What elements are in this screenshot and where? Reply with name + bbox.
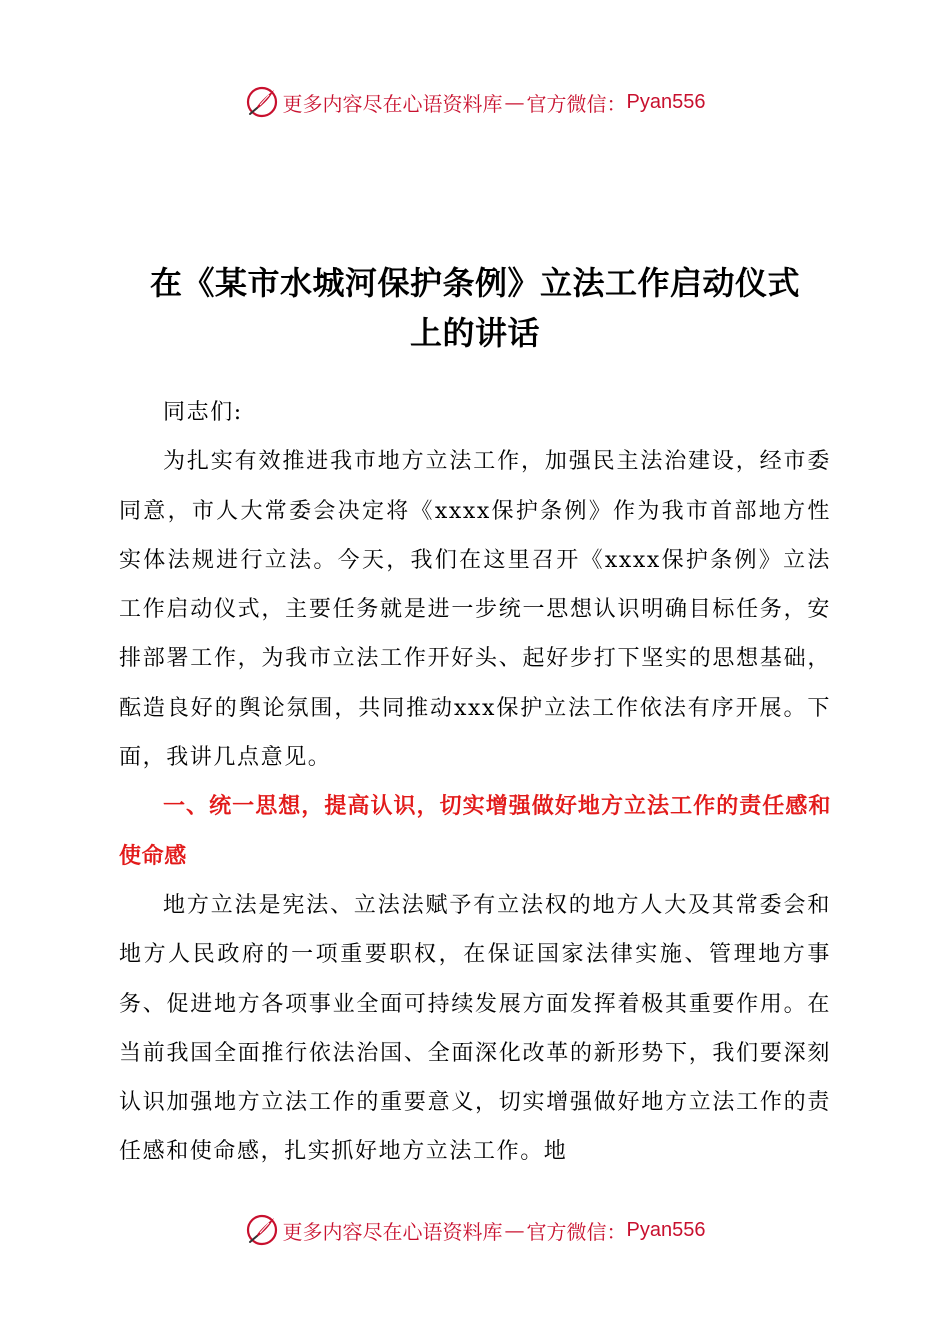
quill-pen-logo-icon [245, 85, 279, 119]
salutation: 同志们: [163, 400, 243, 425]
header-banner [0, 82, 950, 122]
footer-banner [0, 1210, 950, 1250]
banner-separator: — [504, 90, 525, 114]
banner-wechat-id: Pyan556 [626, 90, 706, 113]
document-body [119, 388, 831, 1177]
banner-text: 更多内容尽在心语资料库 [282, 1219, 503, 1244]
quill-pen-logo-icon [245, 1213, 279, 1247]
title-line-2: 上的讲话 [409, 314, 540, 352]
banner-separator: — [504, 1218, 525, 1242]
banner-wechat-id: Pyan556 [626, 1218, 706, 1241]
section-heading-1: 一、统一思想，提高认识，切实增强做好地方立法工作的责任感和使命感 [119, 794, 831, 869]
title-line-1: 在《某市水城河保护条例》立法工作启动仪式 [149, 264, 800, 302]
banner-text: 更多内容尽在心语资料库 [282, 91, 503, 116]
banner-wechat-label: 官方微信： [526, 1219, 627, 1244]
banner-wechat-label: 官方微信： [526, 91, 627, 116]
paragraph-2: 地方立法是宪法、立法法赋予有立法权的地方人大及其常委会和地方人民政府的一项重要职权，在保证国家法律实施、管理地方事务、促进地方各项事业全面可持续发展方面发挥着极其重要作用。在当前我国全面推行依法治国、全面深化改革的新形势下，我们要深刻认识加强地方立法工作的重要意义，切实增强做好地方立法工作的责任感和使命感，扎实抓好地方立法工作。地 [119, 892, 831, 1165]
document-title [60, 258, 890, 358]
paragraph-1: 为扎实有效推进我市地方立法工作，加强民主法治建设，经市委同意，市人大常委会决定将《xxxx保护条例》作为我市首部地方性实体法规进行立法。今天，我们在这里召开《xxxx保护条例》立法工作启动仪式，主要任务就是进一步统一思想认识明确目标任务，安排部署工作，为我市立法工作开好头、起好步打下坚实的思想基础，酝造良好的舆论氛围，共同推动xxx保护立法工作依法有序开展。下面，我讲几点意见。 [119, 449, 831, 771]
